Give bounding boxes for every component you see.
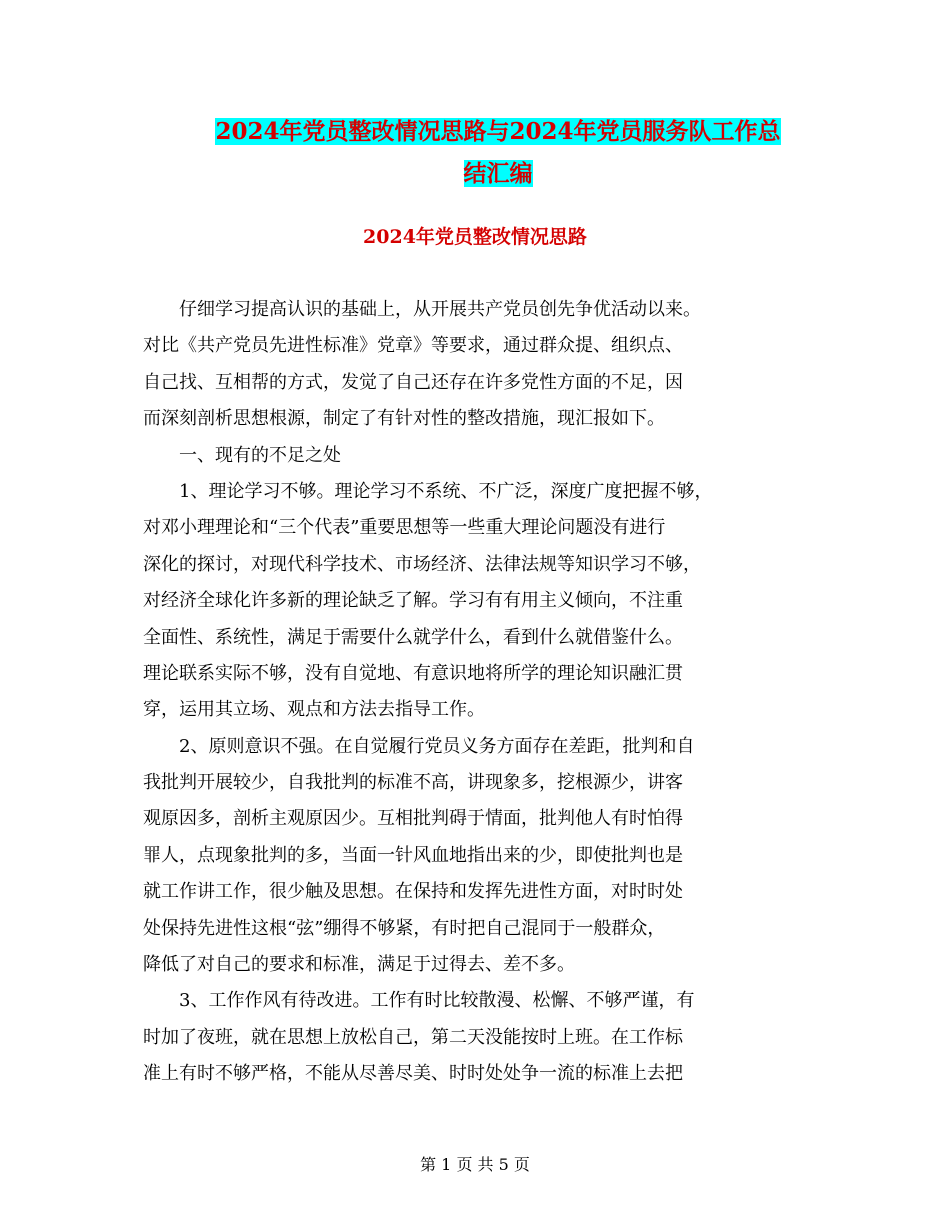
body-line: 我批判开展较少，自我批判的标准不高，讲现象多，挖根源少，讲客	[143, 772, 683, 794]
body-line: 仔细学习提高认识的基础上，从开展共产党员创先争优活动以来。	[179, 299, 701, 320]
body-line: 处保持先进性这根“弦”绷得不够紧，有时把自己混同于一般群众，	[143, 917, 666, 939]
body-line: 降低了对自己的要求和标准，满足于过得去、差不多。	[143, 954, 575, 976]
body-line: 穿，运用其立场、观点和方法去指导工作。	[143, 699, 485, 721]
body-line: 而深刻剖析思想根源，制定了有针对性的整改措施，现汇报如下。	[143, 408, 665, 430]
document-body	[143, 292, 823, 1093]
page-footer: 第 1 页 共 5 页	[420, 1155, 530, 1174]
body-line: 自己找、互相帮的方式，发觉了自己还存在许多党性方面的不足，因	[143, 371, 683, 393]
section-heading: 一、现有的不足之处	[179, 444, 341, 466]
body-line: 1、理论学习不够。理论学习不系统、不广泛，深度广度把握不够，	[179, 480, 713, 502]
body-line: 深化的探讨，对现代科学技术、市场经济、法律法规等知识学习不够，	[143, 553, 701, 575]
body-line: 准上有时不够严格，不能从尽善尽美、时时处处争一流的标准上去把	[143, 1063, 683, 1085]
body-line: 理论联系实际不够，没有自觉地、有意识地将所学的理论知识融汇贯	[143, 662, 683, 684]
section-title: 2024年党员整改情况思路	[363, 226, 587, 248]
body-line: 对邓小理理论和“三个代表”重要思想等一些重大理论问题没有进行	[143, 517, 666, 539]
body-line: 对经济全球化许多新的理论缺乏了解。学习有有用主义倾向，不注重	[143, 590, 683, 612]
body-line: 时加了夜班，就在思想上放松自己，第二天没能按时上班。在工作标	[143, 1026, 683, 1048]
body-line: 对比《共产党员先进性标准》党章》等要求，通过群众提、组织点、	[143, 335, 683, 357]
document-title-line-1: 2024年党员整改情况思路与2024年党员服务队工作总	[215, 118, 781, 145]
body-line: 罪人，点现象批判的多，当面一针风血地指出来的少，即使批判也是	[143, 844, 683, 866]
document-title-line-2: 结汇编	[463, 160, 533, 187]
body-line: 就工作讲工作，很少触及思想。在保持和发挥先进性方面，对时时处	[143, 881, 683, 903]
body-line: 观原因多，剖析主观原因少。互相批判碍于情面，批判他人有时怕得	[143, 808, 683, 830]
body-line: 全面性、系统性，满足于需要什么就学什么，看到什么就借鉴什么。	[143, 626, 683, 648]
body-line: 3、工作作风有待改进。工作有时比较散漫、松懈、不够严谨，有	[179, 990, 695, 1012]
body-line: 2、原则意识不强。在自觉履行党员义务方面存在差距，批判和自	[179, 735, 695, 757]
